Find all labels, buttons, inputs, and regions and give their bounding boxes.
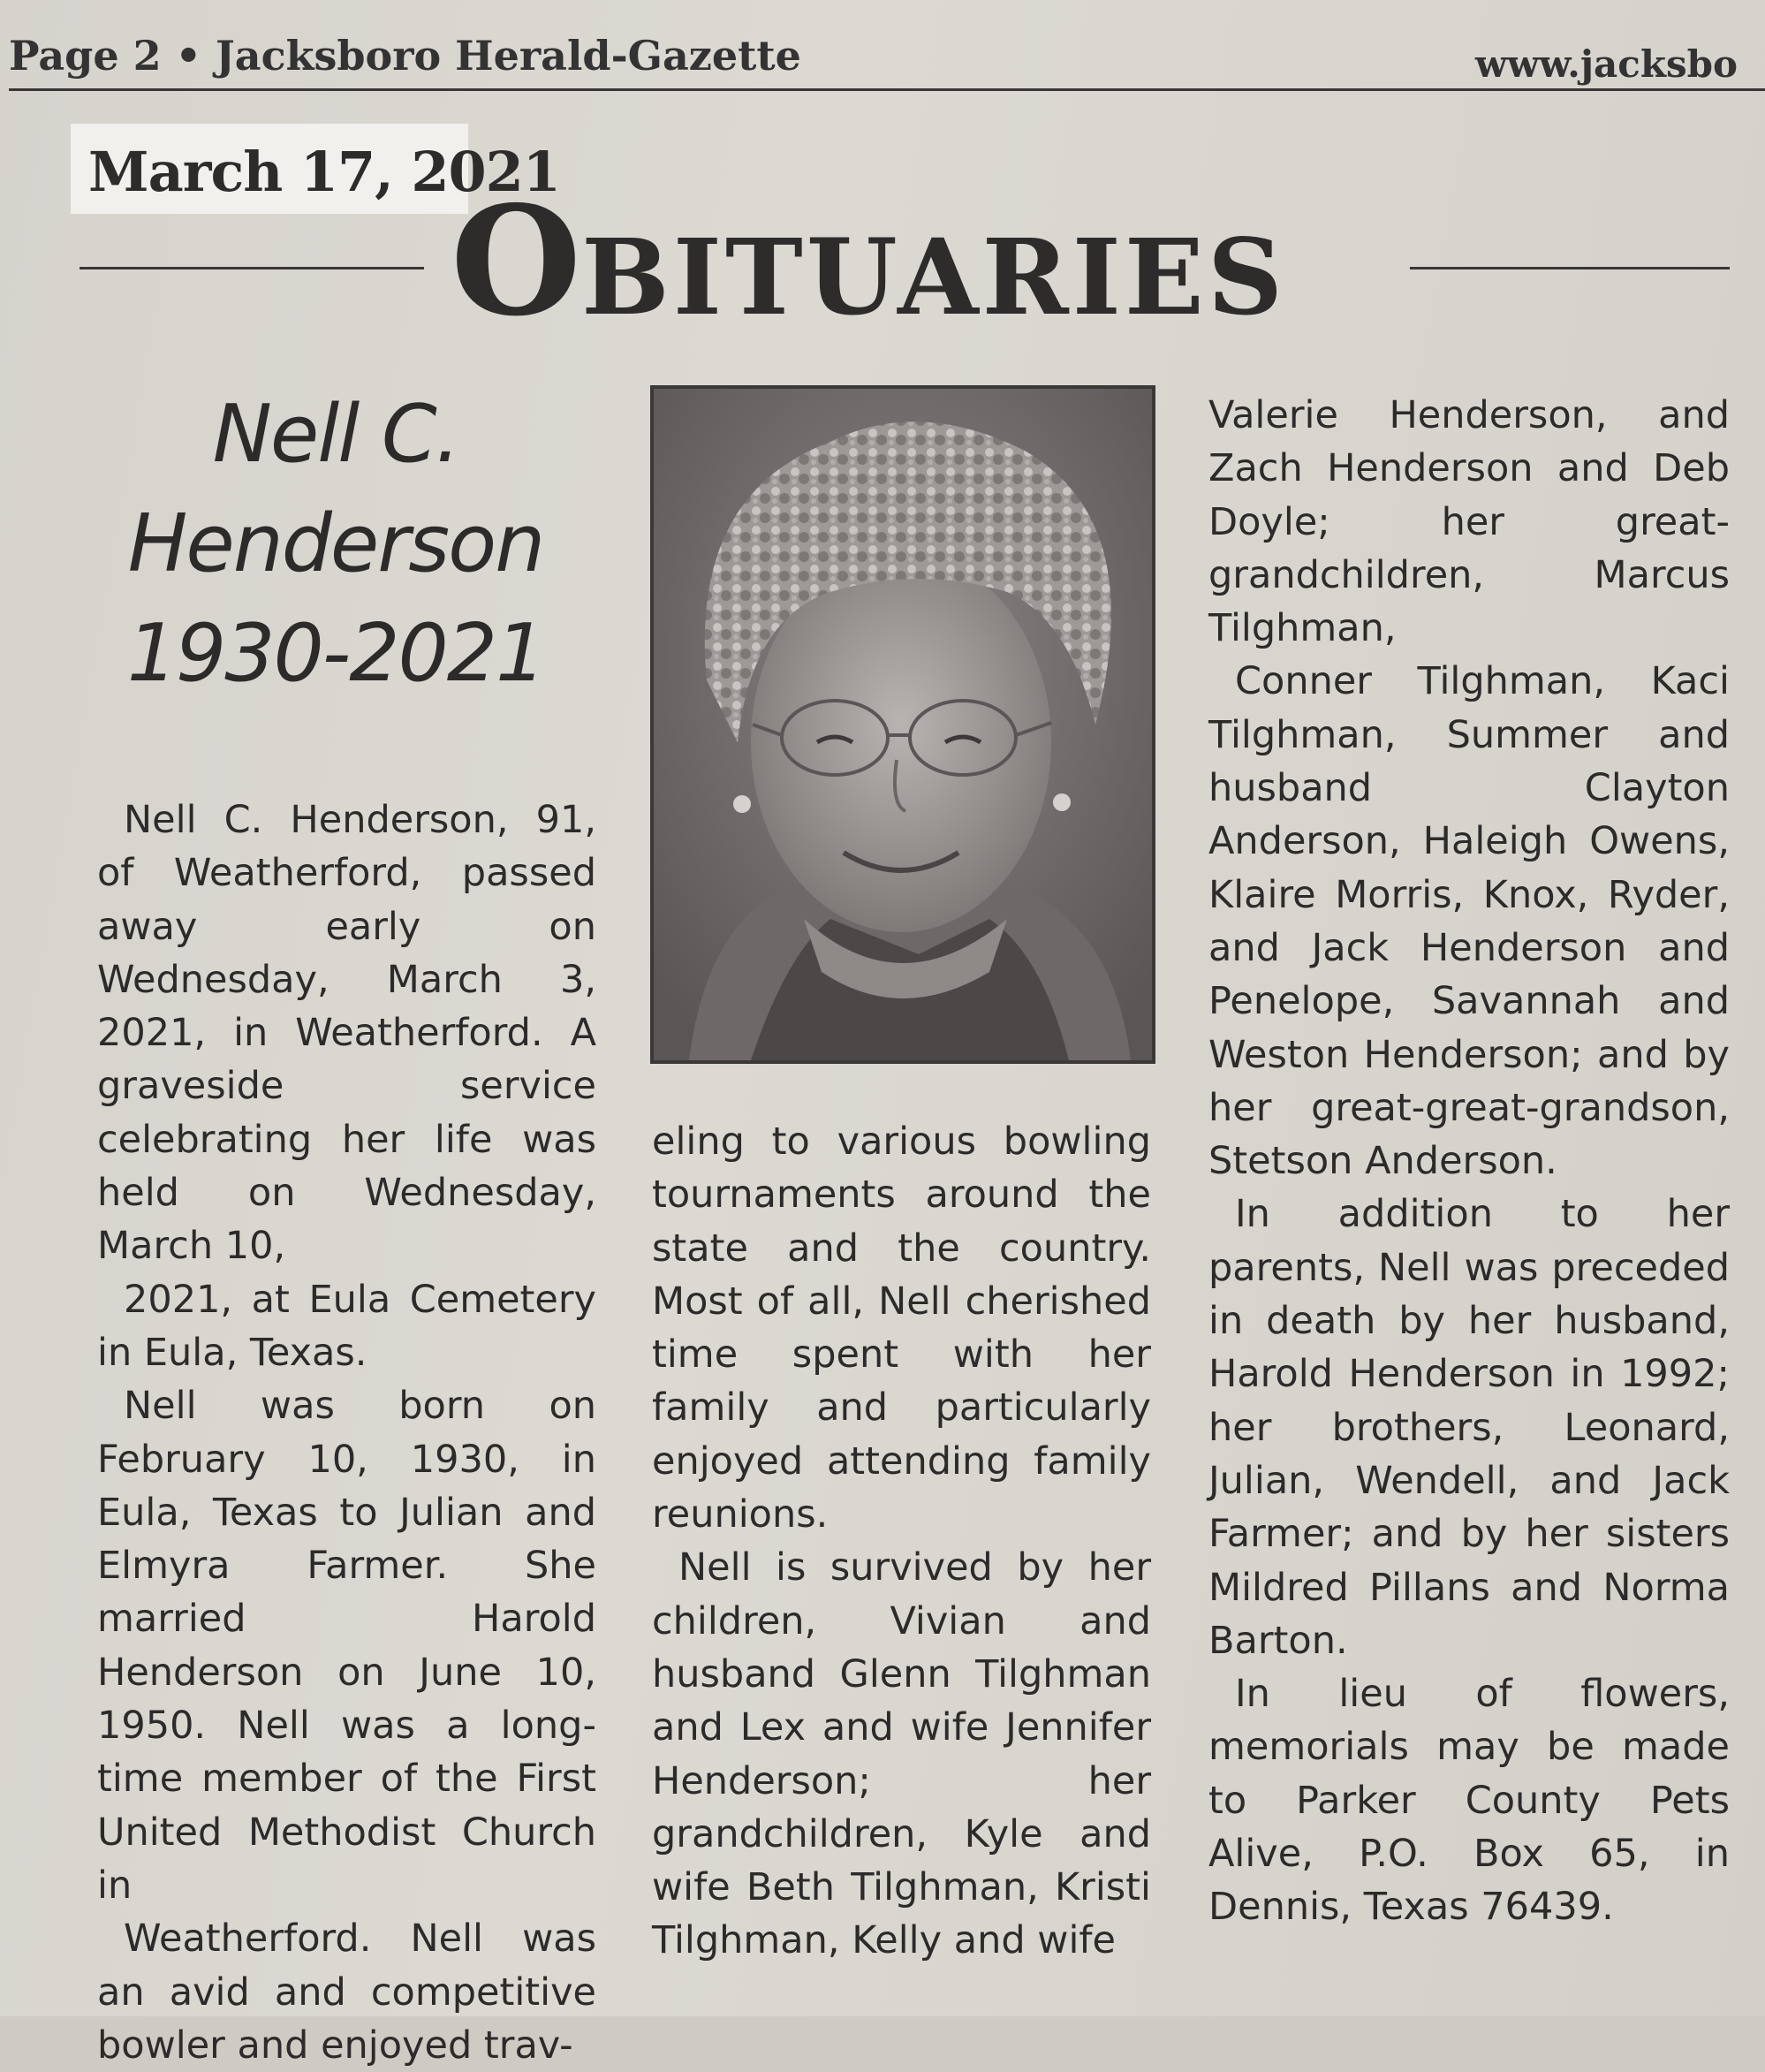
paragraph: 2021, at Eula Cemetery in Eula, Texas. xyxy=(97,1277,596,1375)
portrait-photo-drawing xyxy=(654,389,1152,1060)
masthead-website: www.jacksbo xyxy=(1475,42,1738,86)
paragraph: Nell C. Henderson, 91, of Weatherford, passed away early on Wednesday, March 3, 2021, in Weatherford. A graveside service celebrating her life was held on Wednesday, March 10, xyxy=(97,798,596,1269)
issue-date: March 17, 2021 xyxy=(88,140,560,204)
section-title-initial: O xyxy=(451,173,582,350)
paragraph: In lieu of flowers, memorials may be made to Parker County Pets Alive, P.O. Box 65, in Dennis, Texas 76439. xyxy=(1208,1672,1730,1930)
paragraph: In addition to her parents, Nell was preceded in death by her husband, Harold Henderson in 1992; her brothers, Leonard, Julian, Wendell, and Jack Farmer; and by her sisters Mildred Pillans and Norma Barton. xyxy=(1208,1192,1730,1663)
headline-name-line1: Nell C. xyxy=(212,388,459,481)
paragraph: Valerie Henderson, and Zach Henderson and Deb Doyle; her great-grandchildren, Marcus Tilghman, xyxy=(1208,393,1730,651)
obituary-column-2 xyxy=(652,1115,1151,1968)
paragraph: Weatherford. Nell was an avid and competitive bowler and enjoyed trav- xyxy=(97,1916,596,2068)
paragraph: eling to various bowling tournaments around the state and the country. Most of all, Nell cherished time spent with her family and particularly enjoyed attending family reunions. xyxy=(652,1119,1151,1537)
paragraph: Conner Tilghman, Kaci Tilghman, Summer and husband Clayton Anderson, Haleigh Owens, Klaire Morris, Knox, Ryder, and Jack Henderson and Penelope, Savannah and Weston Henderson; and by her great-great-grandson, Stetson Anderson. xyxy=(1208,659,1730,1184)
obituary-column-1 xyxy=(97,793,596,2072)
obituary-column-3 xyxy=(1208,389,1730,1934)
section-title-rest: BITUARIES xyxy=(581,216,1287,338)
masthead-page-and-paper: Page 2 • Jacksboro Herald-Gazette xyxy=(9,32,801,80)
portrait-photo xyxy=(650,385,1155,1064)
masthead-rule xyxy=(9,88,1765,91)
masthead xyxy=(9,25,1765,87)
obituary-headline xyxy=(97,380,574,709)
section-rule-right xyxy=(1410,267,1730,269)
headline-name-line2: Henderson xyxy=(127,497,544,590)
headline-years: 1930-2021 xyxy=(126,607,545,700)
paragraph: Nell is survived by her children, Vivian and husband Glenn Tilghman and Lex and wife Jennifer Henderson; her grandchildren, Kyle and wife Beth Tilghman, Kristi Tilghman, Kelly and wife xyxy=(652,1545,1151,1963)
section-rule-left xyxy=(80,267,424,269)
section-title xyxy=(451,173,1378,350)
paragraph: Nell was born on February 10, 1930, in Eula, Texas to Julian and Elmyra Farmer. She married Harold Henderson on June 10, 1950. Nell was a long-time member of the First United Methodist Church in xyxy=(97,1384,596,1908)
